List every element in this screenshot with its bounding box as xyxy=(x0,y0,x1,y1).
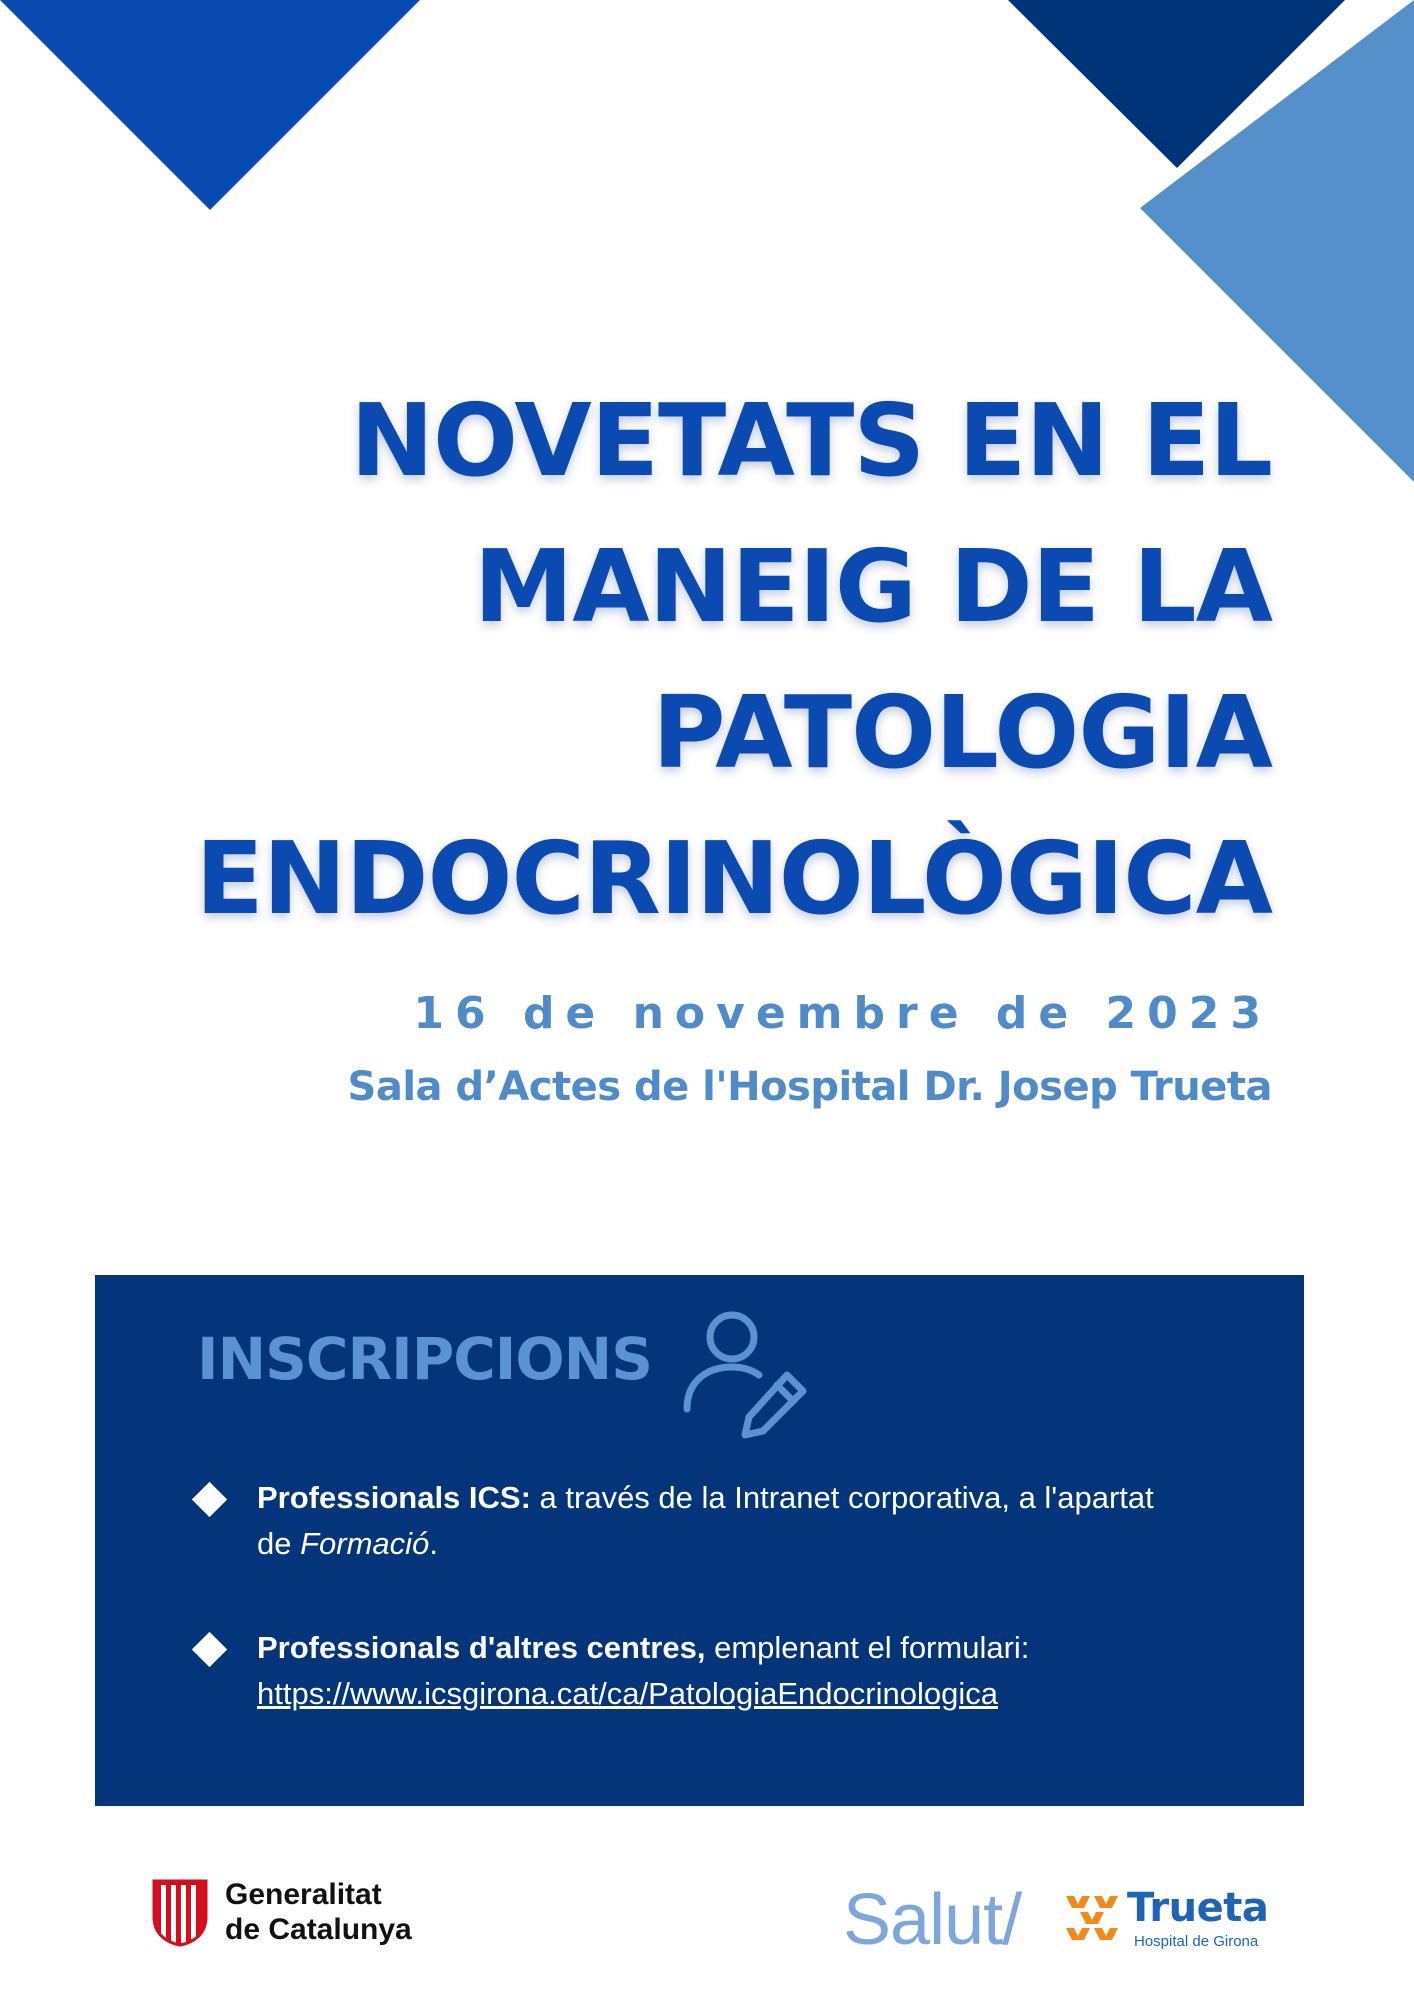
registration-form-link[interactable]: https://www.icsgirona.cat/ca/PatologiaEndocrinologica xyxy=(257,1676,998,1711)
registration-item-label: Professionals d'altres centres, xyxy=(257,1630,706,1665)
generalitat-emblem-icon xyxy=(150,1877,210,1947)
generalitat-line-1: Generalitat xyxy=(225,1878,382,1911)
bullet-diamond-icon xyxy=(192,1632,227,1667)
trueta-name: Trueta xyxy=(1127,1885,1269,1931)
title-line-3: PATOLOGIA xyxy=(652,674,1272,791)
title-line-2: MANEIG DE LA xyxy=(473,528,1272,645)
bullet-diamond-icon xyxy=(192,1482,227,1517)
event-date: 16 de novembre de 2023 xyxy=(413,988,1272,1039)
registration-heading: INSCRIPCIONS xyxy=(197,1325,652,1393)
trueta-subtitle: Hospital de Girona xyxy=(1134,1933,1259,1950)
trueta-logo-mark-icon xyxy=(1062,1890,1124,1946)
top-left-triangle xyxy=(0,0,420,210)
event-venue: Sala d’Actes de l'Hospital Dr. Josep Trueta xyxy=(347,1064,1272,1110)
registration-panel xyxy=(95,1275,1304,1806)
registration-item-description: emplenant el formulari: xyxy=(705,1630,1030,1665)
generalitat-name xyxy=(225,1877,412,1947)
generalitat-line-2: de Catalunya xyxy=(225,1913,412,1946)
generalitat-logo xyxy=(150,1877,412,1952)
registration-item-ics xyxy=(197,1475,1157,1567)
registration-item-other-centres xyxy=(197,1625,1157,1717)
title-line-1: NOVETATS EN EL xyxy=(350,382,1272,499)
registration-item-label: Professionals ICS: xyxy=(257,1480,531,1515)
title-line-4: ENDOCRINOLÒGICA xyxy=(195,820,1272,937)
registration-item-description: a través de la Intranet corporativa, a l'apartat de xyxy=(257,1480,1154,1561)
page-title xyxy=(195,368,1272,952)
salut-logo: Salut/ xyxy=(843,1880,1022,1960)
registration-item-emphasis: Formació xyxy=(300,1526,430,1561)
registration-item-text xyxy=(257,1475,1157,1567)
registration-item-end: . xyxy=(429,1526,438,1561)
user-edit-icon xyxy=(677,1299,817,1439)
registration-item-text xyxy=(257,1625,1157,1717)
